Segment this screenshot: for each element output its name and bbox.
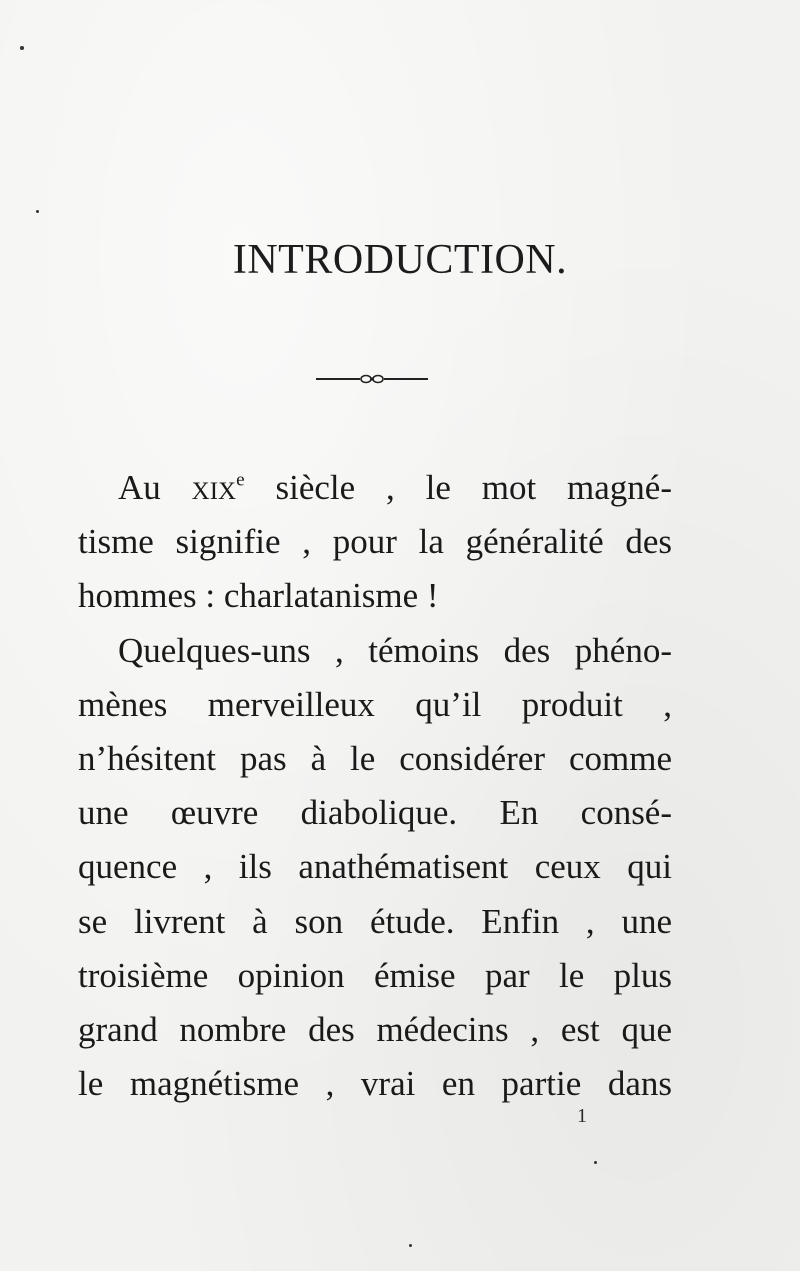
- text-fragment: siècle , le mot magné-: [244, 468, 672, 507]
- text-line: quence , ils anathématisent ceux qui: [78, 847, 672, 887]
- text-line: grand nombre des médecins , est que: [78, 1010, 672, 1050]
- text-line: mènes merveilleux qu’il produit ,: [78, 684, 672, 724]
- body-text: [78, 461, 672, 1111]
- text-line: le magnétisme , vrai en partie dans: [78, 1064, 672, 1104]
- text-line: [78, 461, 672, 515]
- paper-speck: [20, 46, 24, 50]
- text-fragment: Au: [118, 468, 192, 507]
- text-line: n’hésitent pas à le considérer comme: [78, 739, 672, 779]
- signature-mark: 1: [577, 1105, 587, 1127]
- text-line: troisième opinion émise par le plus: [78, 955, 672, 995]
- text-line: tisme signifie , pour la généralité des: [78, 522, 672, 562]
- text-line: Quelques-uns , témoins des phéno-: [118, 630, 672, 670]
- text-line: une œuvre diabolique. En consé-: [78, 793, 672, 833]
- paper-speck: [36, 210, 39, 213]
- text-line: hommes : charlatanisme !: [78, 576, 439, 616]
- text-line: se livrent à son étude. Enfin , une: [78, 901, 672, 941]
- paper-speck: [594, 1161, 597, 1164]
- ornament-divider: [316, 372, 428, 386]
- paper-speck: [409, 1244, 412, 1247]
- superscript: e: [236, 469, 245, 491]
- page-title: INTRODUCTION.: [232, 237, 568, 283]
- century-numeral: xix: [191, 468, 237, 507]
